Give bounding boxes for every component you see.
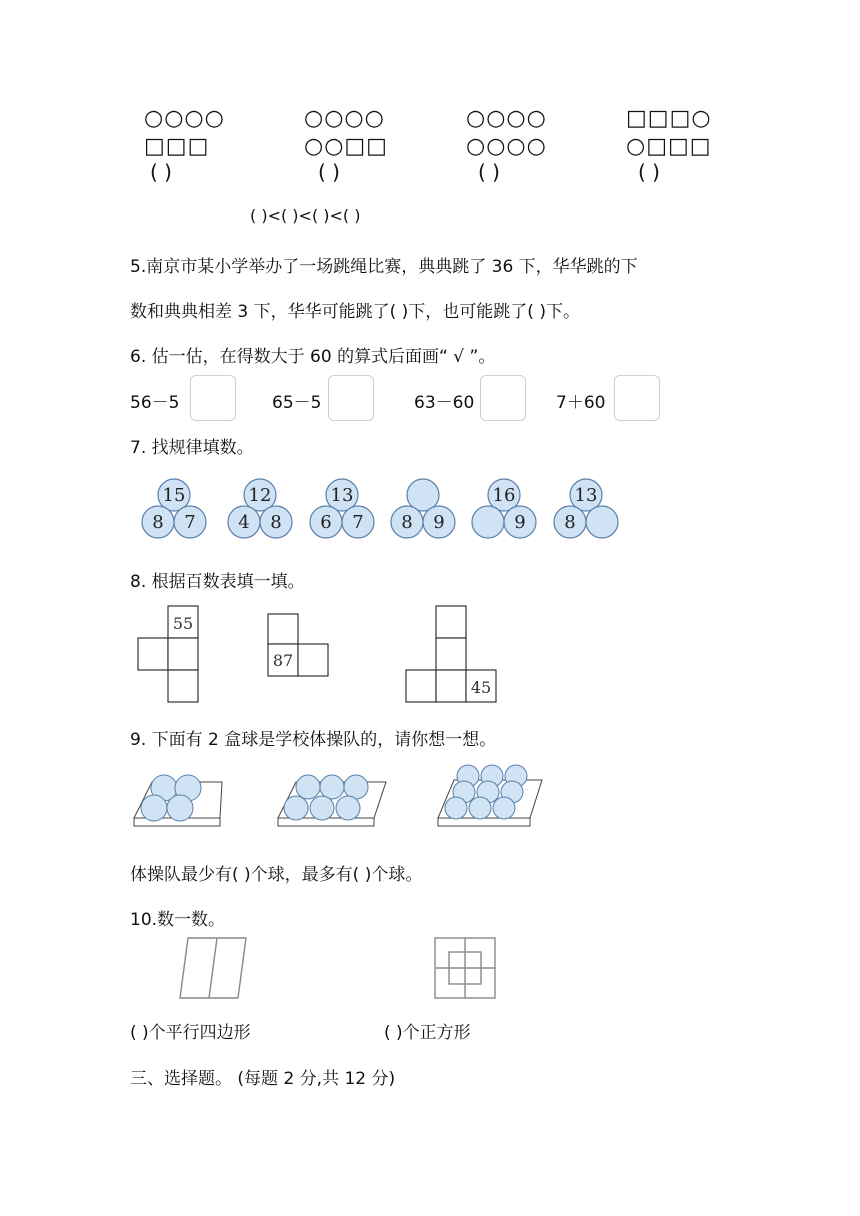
shape-row-bottom: □□□: [144, 134, 210, 159]
answer-box[interactable]: [190, 375, 236, 421]
q6-expr-3: 63－60: [414, 393, 475, 413]
hundred-chart-number: 87: [272, 651, 294, 670]
answer-paren[interactable]: ( ): [638, 160, 660, 184]
q10-answer-parallelogram[interactable]: ( )个平行四边形: [130, 1023, 251, 1043]
answer-box[interactable]: [480, 375, 526, 421]
hundred-chart-number: 55: [172, 614, 194, 633]
q9-answer-line[interactable]: 体操队最少有( )个球，最多有( )个球。: [130, 865, 423, 885]
circle-left-number: 8: [401, 512, 413, 533]
circle-top-number: 16: [492, 485, 516, 506]
circle-left-number: 8: [564, 512, 576, 533]
circle-right-number: 9: [433, 512, 445, 533]
q5-line1: 5.南京市某小学举办了一场跳绳比赛，典典跳了 36 下，华华跳的下: [130, 257, 638, 277]
hundred-chart-fragments: [130, 600, 510, 710]
q5-line2: 数和典典相差 3 下，华华可能跳了( )下，也可能跳了( )下。: [130, 302, 580, 322]
circle-left-number: 8: [152, 512, 164, 533]
shape-row-top: ○○○○: [304, 106, 385, 131]
circle-right-number: 9: [514, 512, 526, 533]
circle-right-number: 8: [270, 512, 282, 533]
hundred-chart-number: 45: [470, 678, 492, 697]
parallelogram-figure: [176, 936, 256, 1002]
comparison-line[interactable]: ( )<( )<( )<( ): [250, 206, 361, 225]
q8-title: 8. 根据百数表填一填。: [130, 572, 305, 592]
section-three-heading: 三、选择题。 (每题 2 分,共 12 分): [130, 1069, 396, 1089]
circle-top-number: 13: [574, 485, 598, 506]
circle-left-number: 4: [238, 512, 250, 533]
answer-box[interactable]: [614, 375, 660, 421]
q7-circle-groups: [130, 475, 630, 545]
circle-top-number: 13: [330, 485, 354, 506]
shape-row-top: ○○○○: [466, 106, 547, 131]
q10-answer-square[interactable]: ( )个正方形: [384, 1023, 471, 1043]
q9-title: 9. 下面有 2 盒球是学校体操队的，请你想一想。: [130, 730, 497, 750]
answer-paren[interactable]: ( ): [478, 160, 500, 184]
circle-top-number: 15: [162, 485, 186, 506]
circle-top-number: 12: [248, 485, 272, 506]
shape-row-bottom: ○○○○: [466, 134, 547, 159]
shape-row-bottom: ○□□□: [626, 134, 712, 159]
q7-title: 7. 找规律填数。: [130, 438, 254, 458]
q6-title: 6. 估一估，在得数大于 60 的算式后面画“ √ ”。: [130, 347, 496, 367]
circle-right-number: 7: [352, 512, 364, 533]
q6-expr-1: 56－5: [130, 393, 180, 413]
square-figure: [432, 936, 498, 1002]
shape-row-top: ○○○○: [144, 106, 225, 131]
q10-title: 10.数一数。: [130, 910, 226, 930]
circle-right-number: 7: [184, 512, 196, 533]
answer-box[interactable]: [328, 375, 374, 421]
shape-row-top: □□□○: [626, 106, 712, 131]
q6-expr-4: 7＋60: [556, 393, 606, 413]
q6-expr-2: 65－5: [272, 393, 322, 413]
answer-paren[interactable]: ( ): [318, 160, 340, 184]
circle-left-number: 6: [320, 512, 332, 533]
answer-paren[interactable]: ( ): [150, 160, 172, 184]
shape-row-bottom: ○○□□: [304, 134, 388, 159]
ball-boxes-illustration: [130, 762, 550, 834]
